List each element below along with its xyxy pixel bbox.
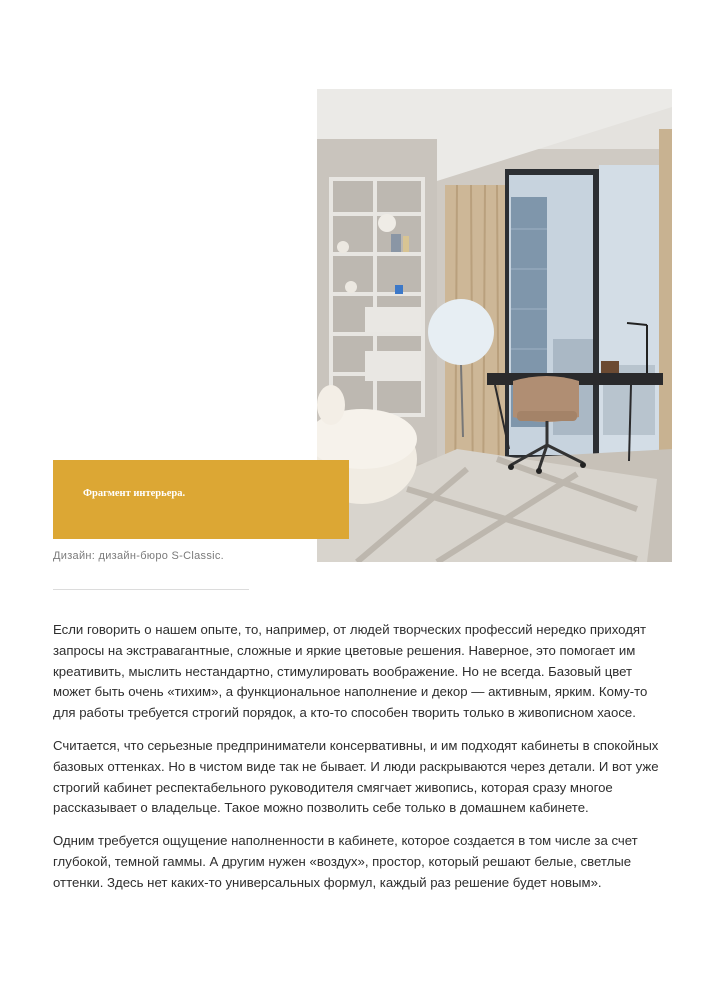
paragraph: Если говорить о нашем опыте, то, например, от людей творческих профессий нередко приходят запросы на экстравагантные, сложные и яркие цветовые решения. Наверное, это помогает им креативить, мыслить нестандартно, стимулировать воображение. Но не всегда. Базовый цвет может быть очень «тихим», а функциональное наполнение и декор — активным, ярким. Кому-то для работы требуется строгий порядок, а кто-то способен творить только в живописном хаосе. xyxy=(53,622,648,721)
interior-photo xyxy=(317,89,672,562)
paragraph: Одним требуется ощущение наполненности в кабинете, которое создается в том числе за счет глубокой, темной гаммы. А другим нужен «воздух», простор, который решают белые, светлые оттенки. Здесь нет каких-то универсальных формул, каждый раз решение будет новым». xyxy=(53,833,638,890)
figure-caption: Фрагмент интерьера. xyxy=(83,488,186,499)
divider xyxy=(53,589,249,590)
caption-box xyxy=(53,460,349,539)
design-credit: Дизайн: дизайн-бюро S-Classic. xyxy=(53,550,225,562)
article-body xyxy=(53,620,669,906)
paragraph: Считается, что серьезные предприниматели консервативны, и им подходят кабинеты в спокойных базовых оттенках. Но в чистом виде так не бывает. И люди раскрываются через детали. И вот уже строгий кабинет респектабельного руководителя смягчает живопись, которая сразу многое рассказывает о владельце. Такое можно позволить себе только в домашнем кабинете. xyxy=(53,737,659,816)
